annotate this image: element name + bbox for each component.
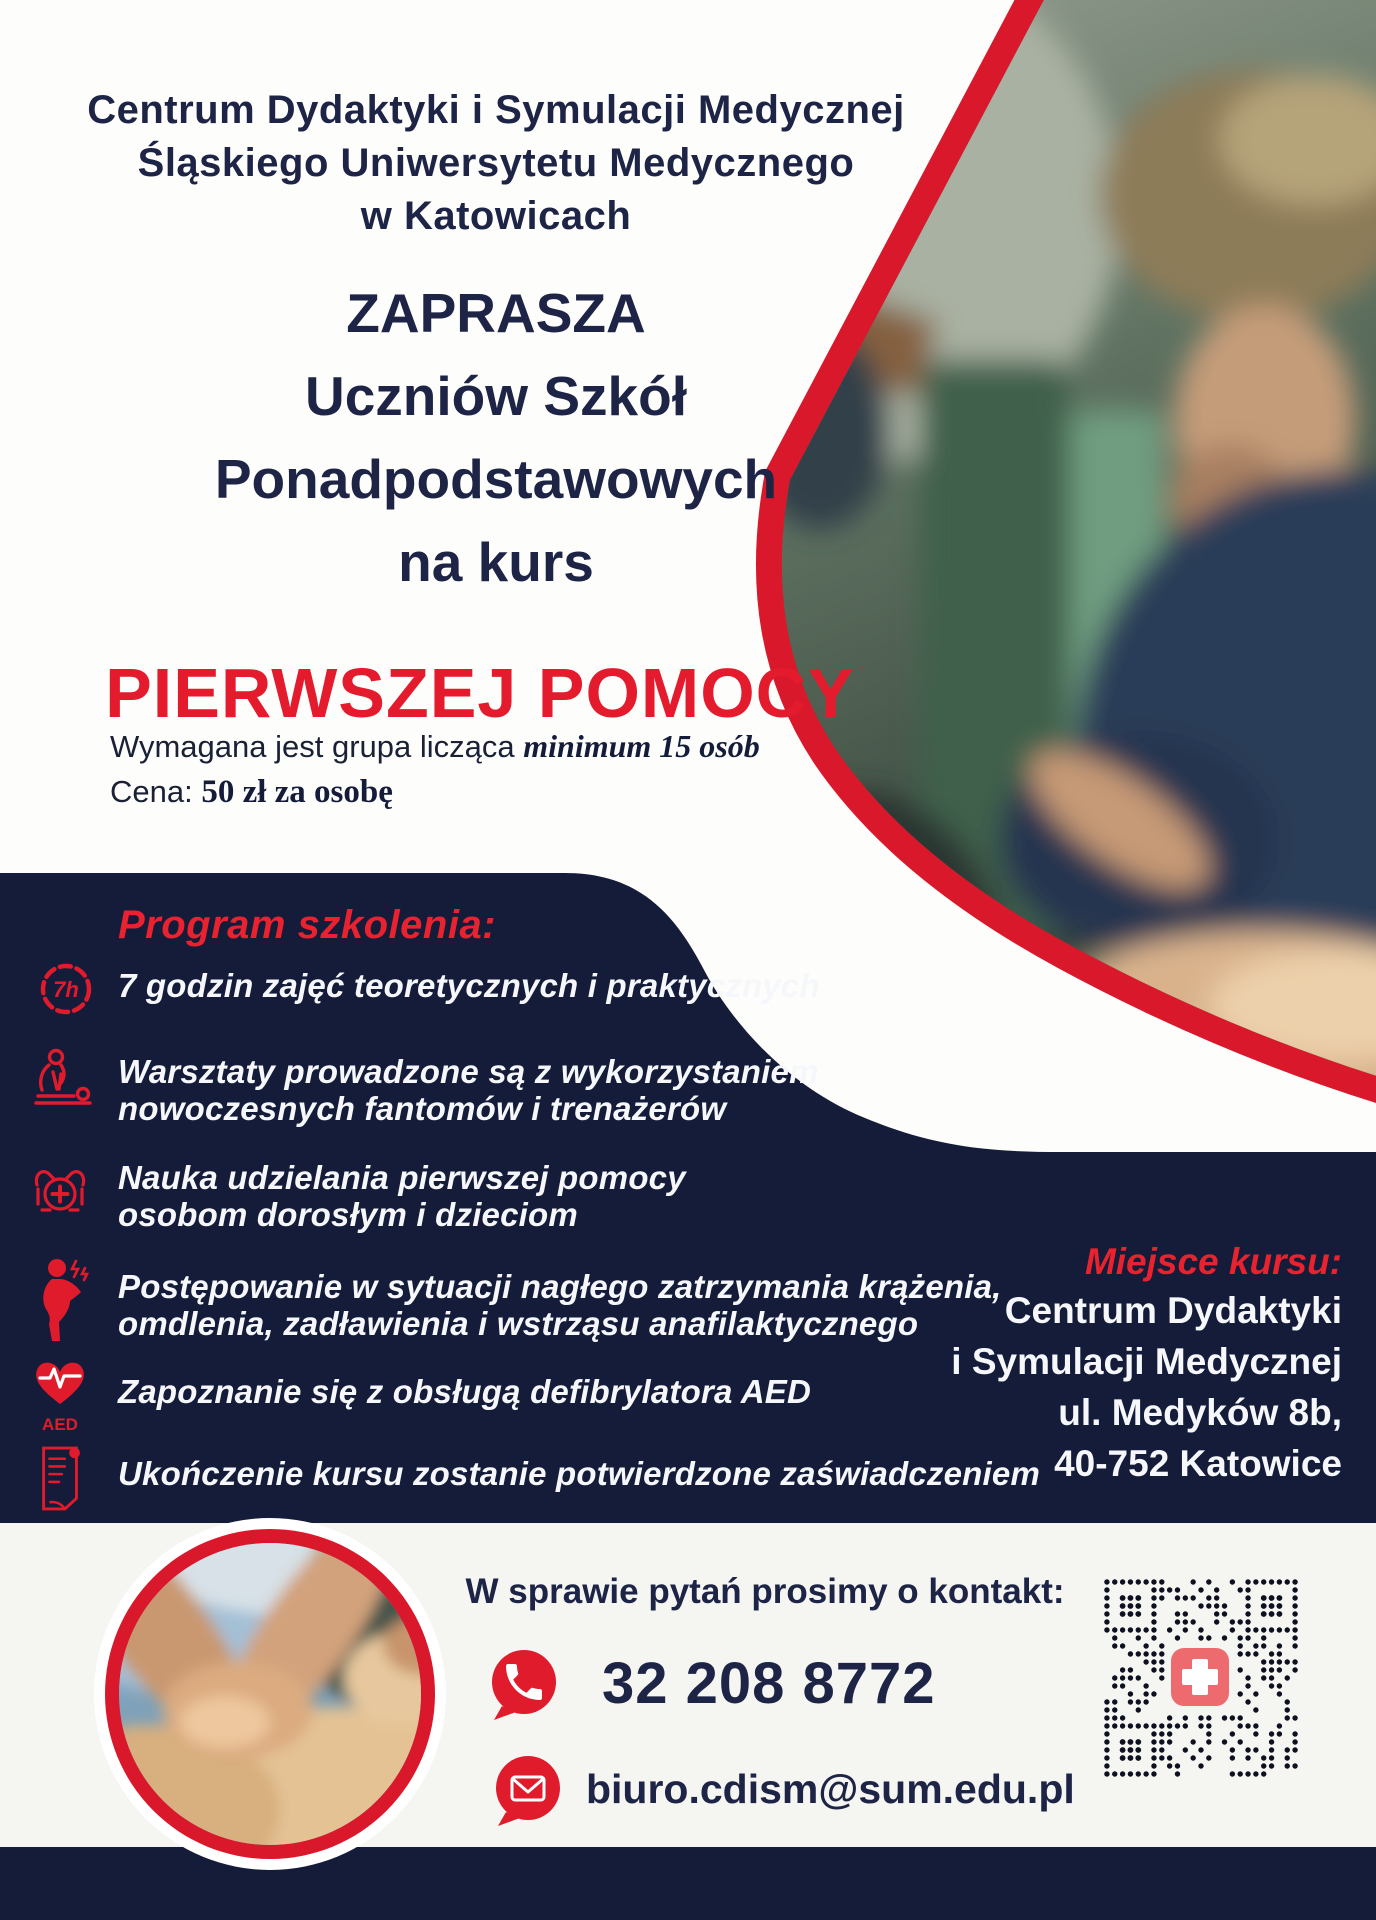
program-item-5-line1: Zapoznanie się z obsługą defibrylatora AED (118, 1373, 811, 1410)
venue-line-2: i Symulacji Medycznej (951, 1341, 1342, 1382)
chest-pain-person-icon (36, 1256, 94, 1344)
price-value: 50 zł za osobę (201, 774, 393, 810)
svg-text:7h: 7h (53, 977, 79, 1002)
org-line-3: w Katowicach (360, 194, 632, 238)
group-requirement (110, 724, 870, 769)
qr-code[interactable] (1103, 1578, 1299, 1778)
clock-7h-icon (34, 954, 98, 1022)
phone-icon (486, 1646, 562, 1722)
program-heading: Program szkolenia: (118, 903, 497, 947)
phone-number[interactable]: 32 208 8772 (602, 1651, 936, 1716)
program-item-1-line1: 7 godzin zajęć teoretycznych i praktycznych (118, 967, 820, 1004)
cpr-manikin-icon (28, 1044, 96, 1116)
program-item-3-line2: osobom dorosłym i dzieciom (118, 1196, 578, 1233)
program-item-2-line2: nowoczesnych fantomów i trenażerów (118, 1090, 727, 1127)
program-item-3-line1: Nauka udzielania pierwszej pomocy (118, 1159, 686, 1196)
email-icon (490, 1752, 566, 1828)
venue-line-4: 40-752 Katowice (1054, 1443, 1342, 1484)
contact-heading: W sprawie pytań prosimy o kontakt: (465, 1572, 1065, 1611)
program-item-6-line1: Ukończenie kursu zostanie potwierdzone zaświadczeniem (118, 1455, 1040, 1492)
program-item-2-line1: Warsztaty prowadzone są z wykorzystaniem (118, 1053, 819, 1090)
invite-line-2: Uczniów Szkół (305, 365, 687, 427)
org-line-1: Centrum Dydaktyki i Symulacji Medycznej (87, 88, 905, 132)
program-item-2 (118, 1053, 819, 1127)
email-address[interactable]: biuro.cdism@sum.edu.pl (586, 1766, 1075, 1812)
program-item-3 (118, 1159, 686, 1233)
invitation-text (60, 272, 932, 604)
org-line-2: Śląskiego Uniwersytetu Medycznego (137, 141, 855, 185)
certificate-document-icon (32, 1440, 90, 1518)
invite-line-3: Ponadpodstawowych (214, 448, 778, 510)
venue-block (862, 1238, 1342, 1489)
program-item-5 (118, 1373, 811, 1410)
venue-line-3: ul. Medyków 8b, (1058, 1392, 1342, 1433)
hands-heart-cross-icon (26, 1156, 94, 1228)
organization-header (60, 84, 932, 243)
group-minimum-highlight: minimum 15 osób (523, 728, 760, 764)
program-item-4-line1: Postępowanie w sytuacji nagłego zatrzymania krążenia, (118, 1268, 1002, 1305)
invite-line-4: na kurs (398, 531, 594, 593)
group-requirement-text: Wymagana jest grupa licząca (110, 729, 524, 764)
program-item-4-line2: omdlenia, zadławienia i wstrząsu anafilaktycznego (118, 1305, 919, 1342)
svg-text:AED: AED (42, 1415, 78, 1434)
aed-heart-icon (30, 1356, 90, 1438)
requirements-block (110, 724, 870, 815)
price-label: Cena: (110, 774, 202, 809)
price-line (110, 769, 870, 815)
invite-line-1: ZAPRASZA (346, 282, 646, 344)
course-title: PIERWSZEJ POMOCY (105, 654, 855, 732)
venue-line-1: Centrum Dydaktyki (1004, 1290, 1342, 1331)
venue-heading: Miejsce kursu: (1084, 1241, 1342, 1282)
program-item-1 (118, 967, 820, 1004)
